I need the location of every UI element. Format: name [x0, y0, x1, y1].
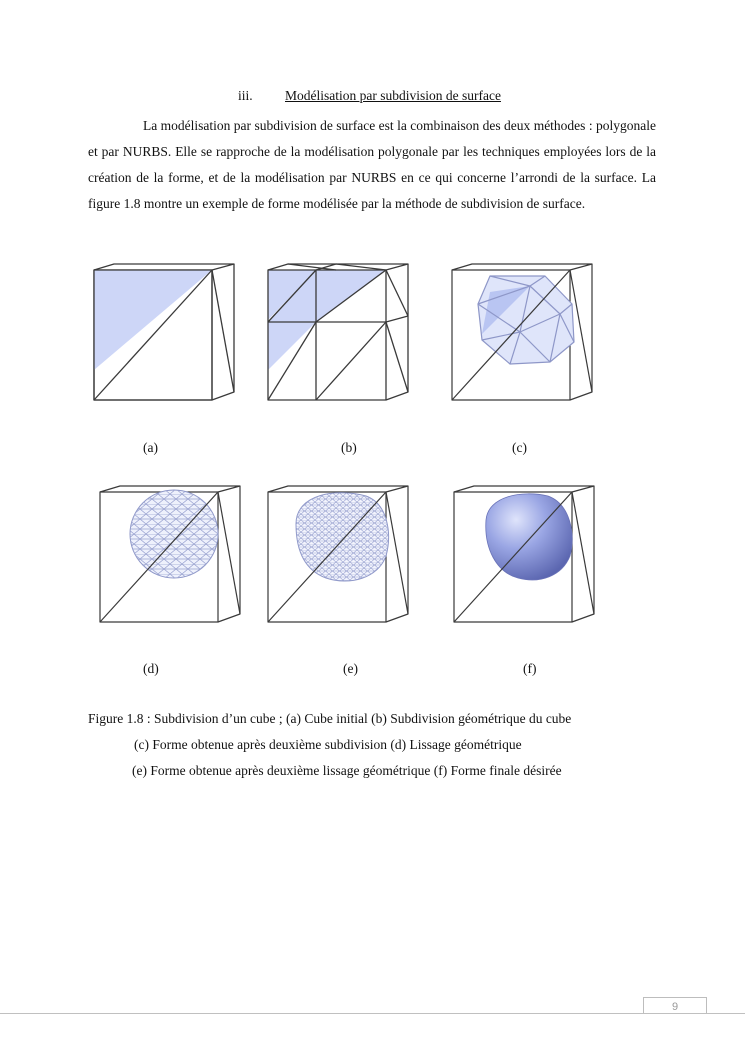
body-paragraph: La modélisation par subdivision de surface est la combinaison des deux méthodes : polygonale et par NURBS. Elle se rapproche de la modélisation polygonale par les techniques employées lors de la création de la forme, et de la modélisation par NURBS en ce qui concerne l’arrondi de la surface. La figure 1.8 montre un exemple de forme modélisée par la méthode de subdivision de surface. [88, 118, 656, 211]
figure-caption-line-1: Figure 1.8 : Subdivision d’un cube ; (a) Cube initial (b) Subdivision géométrique du cube [88, 711, 572, 726]
figure-cube-a [92, 262, 242, 402]
page-number: 9 [643, 997, 707, 1014]
figure-cube-b [266, 262, 416, 402]
figure-label-a: (a) [143, 440, 158, 455]
figure-cube-d [98, 484, 248, 624]
figure-caption-line-2: (c) Forme obtenue après deuxième subdivision (d) Lissage géométrique [134, 737, 522, 752]
figure-cube-e [266, 484, 416, 624]
figure-label-f: (f) [523, 661, 537, 676]
section-number: iii. [238, 88, 253, 103]
section-title: Modélisation par subdivision de surface [285, 88, 501, 103]
figure-cube-c [450, 262, 600, 402]
footer-divider [0, 1013, 745, 1014]
figure-label-b: (b) [341, 440, 357, 455]
figure-label-d: (d) [143, 661, 159, 676]
figure-caption-line-3: (e) Forme obtenue après deuxième lissage géométrique (f) Forme finale désirée [132, 763, 562, 778]
figure-label-c: (c) [512, 440, 527, 455]
figure-label-e: (e) [343, 661, 358, 676]
figure-cube-f [452, 484, 602, 624]
